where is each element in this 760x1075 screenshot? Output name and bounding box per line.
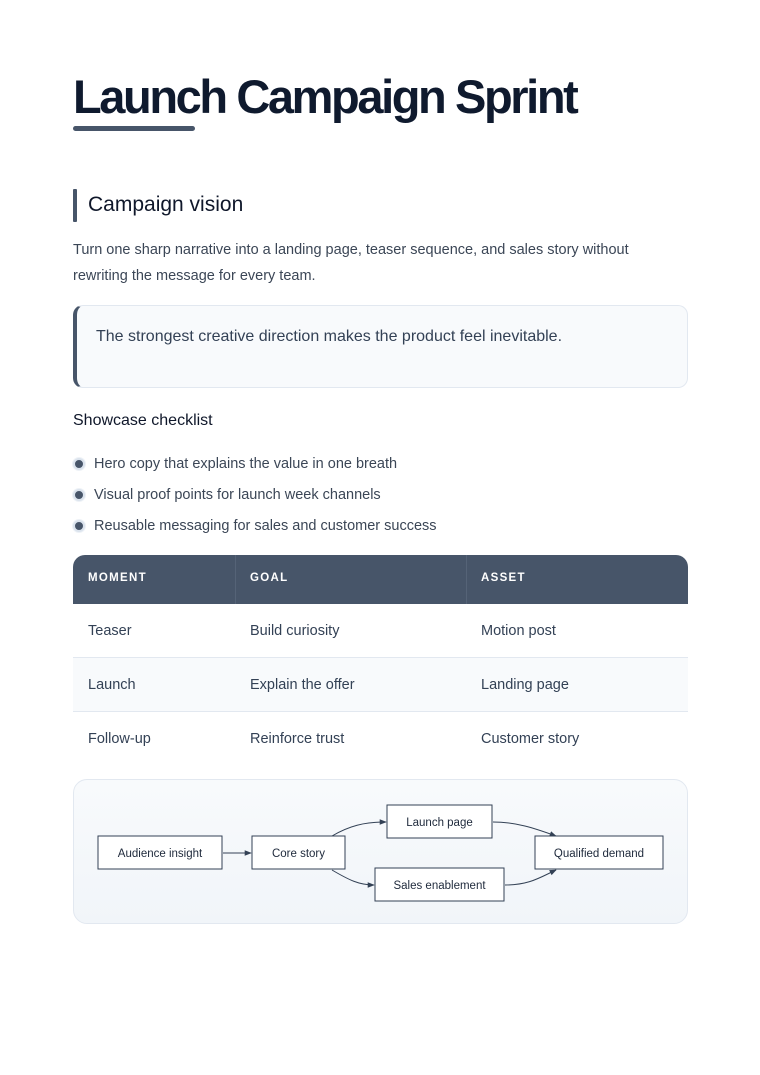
- checklist-item-label: Hero copy that explains the value in one breath: [94, 456, 398, 472]
- table-header: [73, 555, 688, 604]
- node-core-story: [252, 836, 345, 869]
- section-accent-bar: [73, 189, 77, 222]
- table-cell: Reinforce trust: [250, 731, 345, 747]
- table-cell: Landing page: [481, 677, 569, 693]
- flow-diagram: [73, 779, 688, 924]
- flow-diagram-svg: [74, 780, 689, 925]
- quote-callout: [73, 305, 688, 388]
- bullet-dot-icon: [73, 520, 85, 532]
- section-heading: Campaign vision: [88, 193, 244, 216]
- connector-core-to-sales: [332, 870, 374, 885]
- checklist-item-label: Reusable messaging for sales and customer success: [94, 518, 437, 534]
- node-label: Sales enablement: [393, 880, 486, 892]
- table-cell: Follow-up: [88, 731, 151, 747]
- checklist-item: [73, 516, 437, 547]
- table-cell: Launch: [88, 677, 136, 693]
- node-label: Launch page: [406, 817, 473, 829]
- table-row: [73, 712, 688, 766]
- table-cell: Motion post: [481, 623, 556, 639]
- showcase-checklist: [73, 454, 437, 547]
- quote-text: The strongest creative direction makes the product feel inevitable.: [96, 328, 563, 345]
- connector-sales-to-demand: [505, 870, 556, 885]
- table-row: [73, 604, 688, 658]
- column-header-goal: GOAL: [250, 572, 289, 584]
- checklist-item: [73, 485, 437, 516]
- connector-launch-to-demand: [493, 822, 556, 836]
- node-launch-page: [387, 805, 492, 838]
- column-header-asset: ASSET: [481, 572, 526, 584]
- campaign-table: [73, 555, 688, 766]
- column-divider: [466, 555, 467, 604]
- node-label: Qualified demand: [553, 848, 645, 860]
- node-sales-enablement: [375, 868, 504, 901]
- table-cell: Build curiosity: [250, 623, 340, 639]
- checklist-item-label: Visual proof points for launch week channels: [94, 487, 381, 503]
- table-cell: Teaser: [88, 623, 132, 639]
- bullet-dot-icon: [73, 458, 85, 470]
- title-underline: [73, 126, 195, 131]
- column-divider: [235, 555, 236, 604]
- table-cell: Customer story: [481, 731, 580, 747]
- bullet-dot-icon: [73, 489, 85, 501]
- connector-core-to-launch: [332, 822, 386, 836]
- node-audience-insight: [98, 836, 222, 869]
- node-label: Audience insight: [117, 848, 203, 860]
- page-title: Launch Campaign Sprint: [73, 70, 577, 123]
- checklist-heading: Showcase checklist: [73, 412, 213, 429]
- table-cell: Explain the offer: [250, 677, 355, 693]
- table-row: [73, 658, 688, 712]
- column-header-moment: MOMENT: [88, 572, 147, 584]
- node-qualified-demand: [535, 836, 663, 869]
- intro-paragraph: Turn one sharp narrative into a landing page, teaser sequence, and sales story without rewriting the message for every team.: [73, 242, 629, 284]
- checklist-item: [73, 454, 437, 485]
- node-label: Core story: [271, 848, 326, 860]
